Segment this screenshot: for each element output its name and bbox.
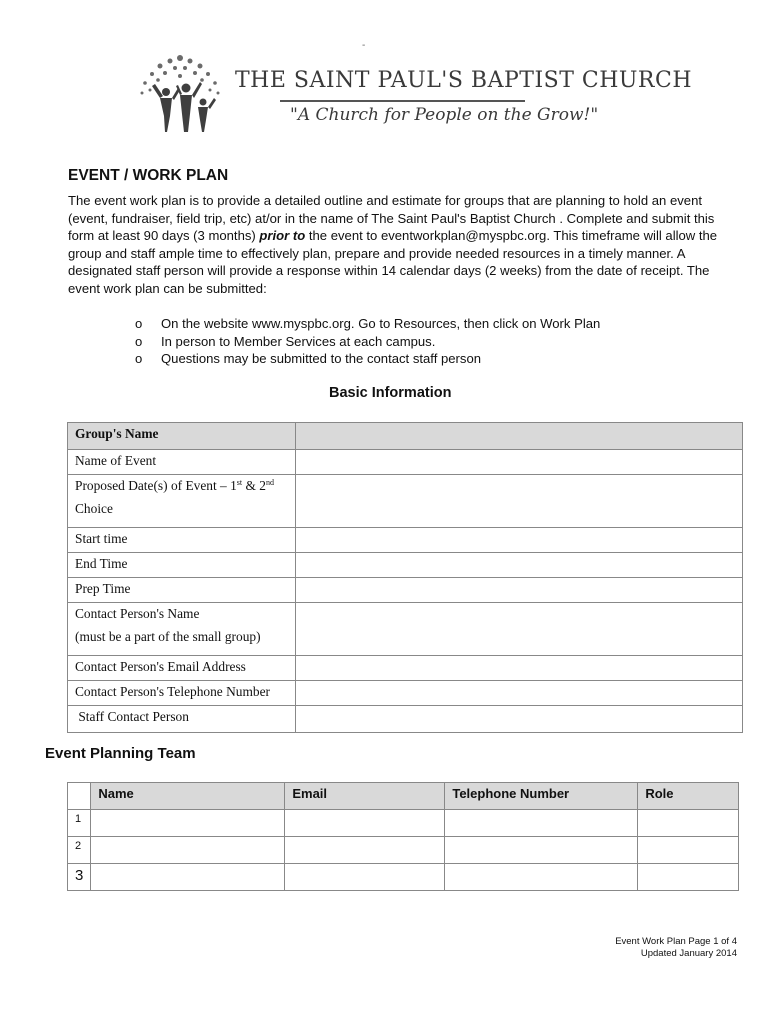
table-row [68, 864, 739, 891]
contact-phone-field[interactable] [296, 681, 743, 706]
prep-time-label: Prep Time [68, 578, 296, 603]
footer-updated-date: Updated January 2014 [640, 948, 737, 959]
team-role-cell[interactable] [638, 810, 739, 837]
staff-contact-field[interactable] [296, 706, 743, 733]
list-item [135, 333, 600, 351]
list-item-text: Questions may be submitted to the contact staff person [161, 351, 482, 366]
table-row [68, 475, 743, 528]
team-name-cell[interactable] [91, 837, 285, 864]
submission-options-list [135, 315, 600, 368]
event-name-field[interactable] [296, 450, 743, 475]
bullet-icon: o [135, 351, 143, 366]
table-row [68, 656, 743, 681]
table-row [68, 553, 743, 578]
column-header-email: Email [285, 783, 445, 810]
team-email-cell[interactable] [285, 837, 445, 864]
ordinal-sup: nd [265, 478, 274, 487]
tree-people-logo-icon [130, 48, 230, 138]
end-time-field[interactable] [296, 553, 743, 578]
contact-name-label [68, 603, 296, 656]
prep-time-field[interactable] [296, 578, 743, 603]
event-name-label: Name of Event [68, 450, 296, 475]
document-title: EVENT / WORK PLAN [68, 167, 229, 184]
bullet-icon: o [135, 333, 143, 349]
contact-email-label: Contact Person's Email Address [68, 656, 296, 681]
team-phone-cell[interactable] [445, 864, 638, 891]
page-footer [615, 936, 737, 960]
table-row [68, 450, 743, 475]
column-header-name: Name [91, 783, 285, 810]
start-time-label: Start time [68, 528, 296, 553]
church-name: THE SAINT PAUL'S BAPTIST CHURCH [235, 68, 693, 93]
church-tagline: "A Church for People on the Grow!" [290, 105, 599, 125]
number-column-header [68, 783, 91, 810]
list-item-text: On the website www.myspbc.org. Go to Resources, then click on Work Plan [161, 316, 601, 331]
footer-page-info: Event Work Plan Page 1 of 4 [615, 936, 737, 947]
team-name-cell[interactable] [91, 810, 285, 837]
table-header-row [68, 783, 739, 810]
end-time-label: End Time [68, 553, 296, 578]
team-role-cell[interactable] [638, 864, 739, 891]
team-phone-cell[interactable] [445, 837, 638, 864]
bullet-icon: o [135, 316, 143, 331]
basic-information-table [67, 422, 743, 733]
row-number: 3 [68, 864, 91, 891]
contact-name-text: Contact Person's Name [75, 606, 200, 621]
table-row [68, 528, 743, 553]
contact-email-field[interactable] [296, 656, 743, 681]
contact-phone-label: Contact Person's Telephone Number [68, 681, 296, 706]
intro-text-1: The event work plan is to provide a detailed outline and estimate for groups that are planning to hold an event (event, fundraiser, field trip, etc) at/or in the name of The Saint Paul's Baptist Church . Complete and submit this form at least 90 days (3 months) [68, 193, 715, 243]
team-role-cell[interactable] [638, 837, 739, 864]
team-email-cell[interactable] [285, 864, 445, 891]
basic-information-heading: Basic Information [329, 385, 452, 401]
table-row [68, 706, 743, 733]
contact-name-note: (must be a part of the small group) [75, 629, 261, 644]
ordinal-sup: st [236, 478, 243, 487]
proposed-dates-field[interactable] [296, 475, 743, 528]
top-dash: - [362, 40, 366, 51]
column-header-role: Role [638, 783, 739, 810]
row-number: 2 [68, 837, 91, 864]
event-planning-team-table [67, 782, 739, 891]
proposed-dates-label [68, 475, 296, 528]
table-row [68, 603, 743, 656]
list-item-text: In person to Member Services at each campus. [161, 333, 436, 349]
column-header-telephone: Telephone Number [445, 783, 638, 810]
table-row [68, 681, 743, 706]
proposed-dates-choice: Choice [75, 501, 113, 516]
team-email-cell[interactable] [285, 810, 445, 837]
group-name-label: Group's Name [68, 423, 296, 450]
list-item [135, 315, 600, 333]
intro-text-2: the event to eventworkplan@myspbc.org. This timeframe will allow the group and staff ample time to effectively plan, prepare and provide needed resources in a timely manner. A designated staff person will provide a response within 14 calendar days (2 weeks) from the date of receipt. The event work plan can be submitted: [68, 228, 718, 296]
header-rule [280, 100, 525, 102]
intro-emphasis: prior to [259, 228, 306, 243]
list-item [135, 350, 600, 368]
staff-contact-label: Staff Contact Person [68, 706, 296, 733]
proposed-dates-text: Proposed Date(s) of Event – 1 [75, 478, 237, 493]
start-time-field[interactable] [296, 528, 743, 553]
table-row [68, 423, 743, 450]
proposed-dates-and: & 2 [242, 478, 266, 493]
table-row [68, 578, 743, 603]
team-name-cell[interactable] [91, 864, 285, 891]
group-name-field[interactable] [296, 423, 743, 450]
table-row [68, 810, 739, 837]
event-planning-team-heading: Event Planning Team [45, 745, 196, 762]
church-logo [130, 48, 693, 138]
team-phone-cell[interactable] [445, 810, 638, 837]
contact-name-field[interactable] [296, 603, 743, 656]
table-row [68, 837, 739, 864]
intro-paragraph [68, 192, 728, 297]
row-number: 1 [68, 810, 91, 837]
